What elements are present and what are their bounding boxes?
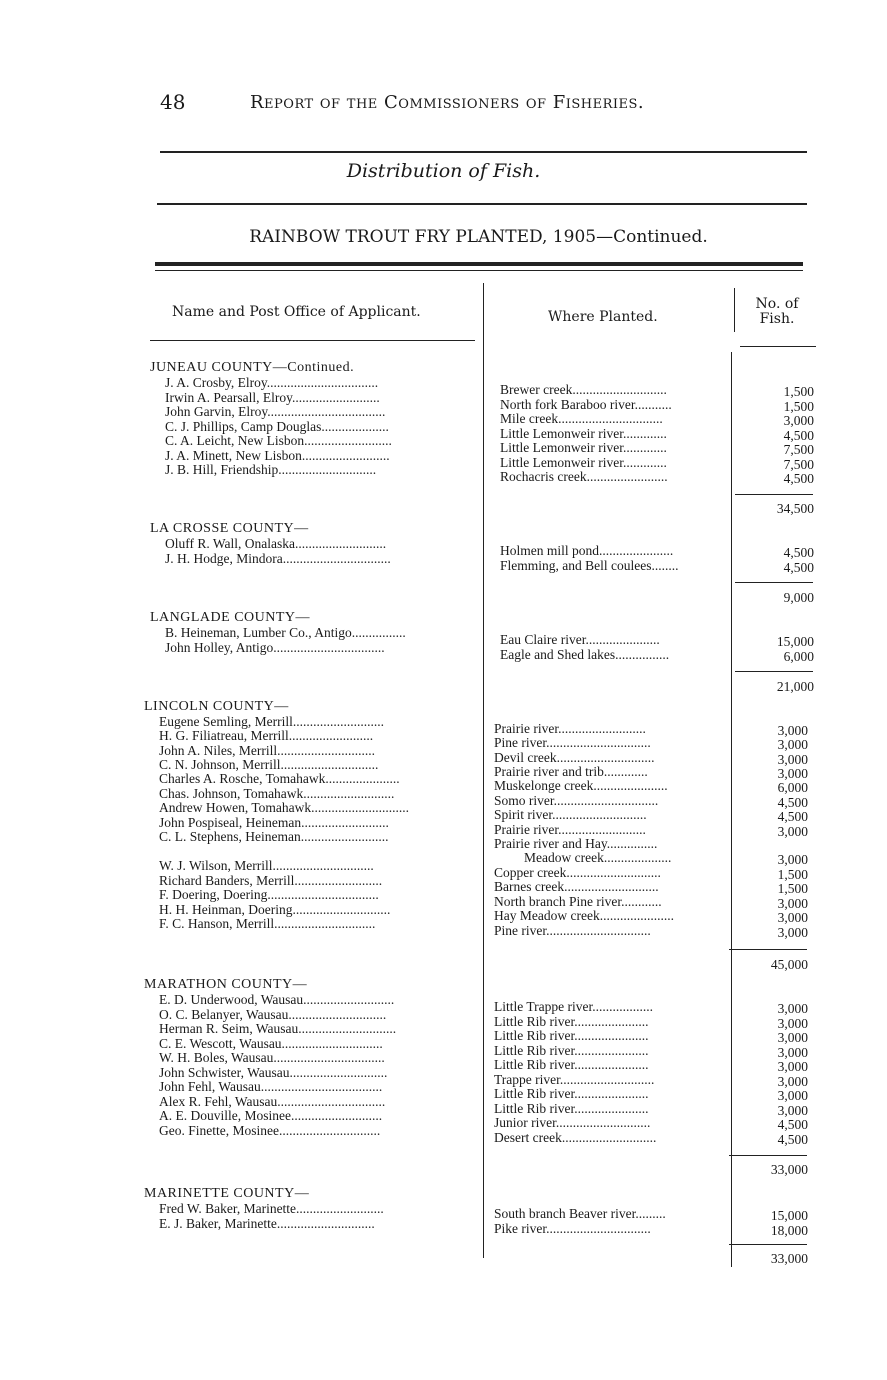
applicant-cell: J. B. Hill, Friendship............................. <box>165 463 377 477</box>
subtotal-rule <box>735 582 813 583</box>
table-title: RAINBOW TROUT FRY PLANTED, 1905—Continued. <box>249 227 708 247</box>
fish-count: 4,500 <box>777 1117 808 1132</box>
fish-count: 1,500 <box>783 384 814 399</box>
fish-count: 3,000 <box>777 852 808 867</box>
subtotal: 33,000 <box>770 1162 808 1177</box>
applicant-cell: Herman R. Seim, Wausau............................. <box>159 1022 397 1036</box>
applicant-cell: John A. Niles, Merrill............................. <box>159 744 375 758</box>
where-cell: Prairie river and Hay............... <box>494 837 658 851</box>
head-rule-right <box>740 346 816 347</box>
where-cell: South branch Beaver river......... <box>494 1207 666 1221</box>
applicant-cell: John Pospiseal, Heineman.......................... <box>159 816 389 830</box>
where-cell: Prairie river and trib............. <box>494 765 648 779</box>
fish-count: 3,000 <box>777 1059 808 1074</box>
column-divider-1 <box>483 283 484 1258</box>
where-cell: Little Rib river...................... <box>494 1044 649 1058</box>
applicant-cell: Fred W. Baker, Marinette.......................... <box>159 1202 384 1216</box>
applicant-cell: John Schwister, Wausau............................. <box>159 1066 388 1080</box>
applicant-cell: C. L. Stephens, Heineman.......................... <box>159 830 389 844</box>
col-head-fish: No. of Fish. <box>755 296 799 327</box>
applicant-cell: C. E. Wescott, Wausau.............................. <box>159 1037 383 1051</box>
where-cell: Prairie river.......................... <box>494 722 646 736</box>
page-number: 48 <box>160 90 186 114</box>
column-divider-2b <box>731 352 732 1267</box>
applicant-cell: C. J. Phillips, Camp Douglas.................... <box>165 420 389 434</box>
where-cell: Little Rib river...................... <box>494 1087 649 1101</box>
applicant-cell: Oluff R. Wall, Onalaska........................... <box>165 537 387 551</box>
fish-count: 1,500 <box>777 881 808 896</box>
subtotal-rule <box>729 949 807 950</box>
applicant-cell: Chas. Johnson, Tomahawk........................... <box>159 787 395 801</box>
fish-count: 6,000 <box>783 649 814 664</box>
applicant-cell: H. G. Filiatreau, Merrill......................... <box>159 729 374 743</box>
top-rule <box>160 151 807 153</box>
fish-count: 7,500 <box>783 457 814 472</box>
where-cell: Eagle and Shed lakes................ <box>500 648 670 662</box>
applicant-cell: A. E. Douville, Mosinee........................... <box>159 1109 383 1123</box>
where-cell: Little Lemonweir river............. <box>500 441 667 455</box>
fish-count: 3,000 <box>777 824 808 839</box>
applicant-cell: John Garvin, Elroy................................... <box>165 405 386 419</box>
fish-count: 3,000 <box>777 896 808 911</box>
fish-count: 1,500 <box>783 399 814 414</box>
where-cell: Barnes creek............................ <box>494 880 659 894</box>
fish-count: 7,500 <box>783 442 814 457</box>
where-cell: Little Rib river...................... <box>494 1029 649 1043</box>
running-head: Report of the Commissioners of Fisheries. <box>250 92 645 113</box>
fish-count: 1,500 <box>777 867 808 882</box>
applicant-cell: B. Heineman, Lumber Co., Antigo................ <box>165 626 406 640</box>
where-cell: Holmen mill pond...................... <box>500 544 674 558</box>
where-cell: Flemming, and Bell coulees........ <box>500 559 679 573</box>
fish-count: 4,500 <box>783 428 814 443</box>
county-heading: MARINETTE COUNTY— <box>144 1186 310 1201</box>
applicant-cell: John Holley, Antigo................................. <box>165 641 385 655</box>
where-cell: North fork Baraboo river........... <box>500 398 672 412</box>
applicant-cell: Charles A. Rosche, Tomahawk...................... <box>159 772 400 786</box>
table-rule-thin <box>155 270 803 271</box>
applicant-cell: Geo. Finette, Mosinee.............................. <box>159 1124 381 1138</box>
where-cell: North branch Pine river............ <box>494 895 662 909</box>
fish-count: 4,500 <box>783 471 814 486</box>
applicant-cell: O. C. Belanyer, Wausau............................. <box>159 1008 387 1022</box>
where-cell: Little Rib river...................... <box>494 1015 649 1029</box>
where-cell: Desert creek............................ <box>494 1131 657 1145</box>
where-cell: Little Lemonweir river............. <box>500 427 667 441</box>
fish-count: 4,500 <box>777 795 808 810</box>
fish-count: 15,000 <box>770 1208 808 1223</box>
fish-count: 3,000 <box>777 1074 808 1089</box>
where-cell: Little Rib river...................... <box>494 1058 649 1072</box>
column-divider-2 <box>734 288 735 332</box>
where-cell: Spirit river............................ <box>494 808 647 822</box>
fish-count: 3,000 <box>777 1103 808 1118</box>
applicant-cell: J. A. Minett, New Lisbon.......................... <box>165 449 390 463</box>
subtotal-rule <box>735 671 813 672</box>
fish-count: 15,000 <box>776 634 814 649</box>
applicant-cell: Richard Banders, Merrill.......................... <box>159 874 383 888</box>
head-rule-left <box>150 340 475 341</box>
table-rule-thick <box>155 262 803 266</box>
subtotal: 9,000 <box>783 590 814 605</box>
fish-count: 3,000 <box>777 925 808 940</box>
subtotal-rule <box>729 1155 807 1156</box>
county-heading: JUNEAU COUNTY—Continued. <box>150 360 355 375</box>
fish-count: 3,000 <box>777 752 808 767</box>
where-cell: Pine river............................... <box>494 736 651 750</box>
applicant-cell: C. A. Leicht, New Lisbon.......................... <box>165 434 392 448</box>
applicant-cell: Eugene Semling, Merrill........................... <box>159 715 384 729</box>
where-cell: Copper creek............................ <box>494 866 661 880</box>
fish-count: 3,000 <box>777 723 808 738</box>
where-cell: Pine river............................... <box>494 924 651 938</box>
fish-count: 3,000 <box>777 910 808 925</box>
where-cell: Trappe river............................ <box>494 1073 655 1087</box>
col-head-where: Where Planted. <box>548 309 658 325</box>
where-cell: Junior river............................ <box>494 1116 651 1130</box>
applicant-cell: C. N. Johnson, Merrill............................. <box>159 758 379 772</box>
applicant-cell: H. H. Heinman, Doering............................. <box>159 903 391 917</box>
fish-count: 4,500 <box>777 809 808 824</box>
county-heading: LA CROSSE COUNTY— <box>150 521 309 536</box>
fish-count: 4,500 <box>777 1132 808 1147</box>
applicant-cell: F. C. Hanson, Merrill.............................. <box>159 917 376 931</box>
where-cell: Eau Claire river...................... <box>500 633 660 647</box>
where-cell: Prairie river.......................... <box>494 823 646 837</box>
applicant-cell: Irwin A. Pearsall, Elroy.......................... <box>165 391 380 405</box>
fish-count: 3,000 <box>777 1045 808 1060</box>
subtotal: 21,000 <box>776 679 814 694</box>
applicant-cell: Andrew Howen, Tomahawk............................. <box>159 801 410 815</box>
where-cell: Little Trappe river.................. <box>494 1000 653 1014</box>
subtitle-rule <box>157 203 807 205</box>
fish-count: 4,500 <box>783 560 814 575</box>
fish-count: 4,500 <box>783 545 814 560</box>
where-cell: Little Rib river...................... <box>494 1102 649 1116</box>
fish-count: 3,000 <box>777 1016 808 1031</box>
applicant-cell: Alex R. Fehl, Wausau................................ <box>159 1095 386 1109</box>
fish-count: 3,000 <box>777 737 808 752</box>
fish-count: 3,000 <box>777 1088 808 1103</box>
where-cell: Hay Meadow creek...................... <box>494 909 674 923</box>
where-cell: Somo river............................... <box>494 794 659 808</box>
subtitle: Distribution of Fish. <box>346 160 541 182</box>
applicant-cell: E. J. Baker, Marinette............................. <box>159 1217 375 1231</box>
applicant-cell: John Fehl, Wausau.................................... <box>159 1080 383 1094</box>
fish-count: 6,000 <box>777 780 808 795</box>
col-head-applicant: Name and Post Office of Applicant. <box>172 304 421 320</box>
where-cell: Little Lemonweir river............. <box>500 456 667 470</box>
county-heading: LANGLADE COUNTY— <box>150 610 311 625</box>
applicant-cell: W. J. Wilson, Merrill.............................. <box>159 859 374 873</box>
fish-count: 3,000 <box>777 766 808 781</box>
applicant-cell: F. Doering, Doering................................. <box>159 888 379 902</box>
county-heading: MARATHON COUNTY— <box>144 977 308 992</box>
subtotal: 45,000 <box>770 957 808 972</box>
where-cell: Rochacris creek........................ <box>500 470 668 484</box>
applicant-cell: W. H. Boles, Wausau................................. <box>159 1051 385 1065</box>
subtotal: 33,000 <box>770 1251 808 1266</box>
subtotal: 34,500 <box>776 501 814 516</box>
where-cell-continued: Meadow creek.................... <box>524 851 672 865</box>
fish-count: 3,000 <box>777 1030 808 1045</box>
fish-count: 3,000 <box>783 413 814 428</box>
subtotal-rule <box>729 1244 807 1245</box>
county-heading: LINCOLN COUNTY— <box>144 699 289 714</box>
where-cell: Mile creek............................... <box>500 412 663 426</box>
where-cell: Pike river............................... <box>494 1222 651 1236</box>
where-cell: Muskelonge creek...................... <box>494 779 668 793</box>
applicant-cell: J. A. Crosby, Elroy................................. <box>165 376 379 390</box>
subtotal-rule <box>735 494 813 495</box>
where-cell: Devil creek............................. <box>494 751 655 765</box>
where-cell: Brewer creek............................ <box>500 383 667 397</box>
applicant-cell: J. H. Hodge, Mindora................................ <box>165 552 391 566</box>
applicant-cell: E. D. Underwood, Wausau........................... <box>159 993 395 1007</box>
fish-count: 18,000 <box>770 1223 808 1238</box>
fish-count: 3,000 <box>777 1001 808 1016</box>
